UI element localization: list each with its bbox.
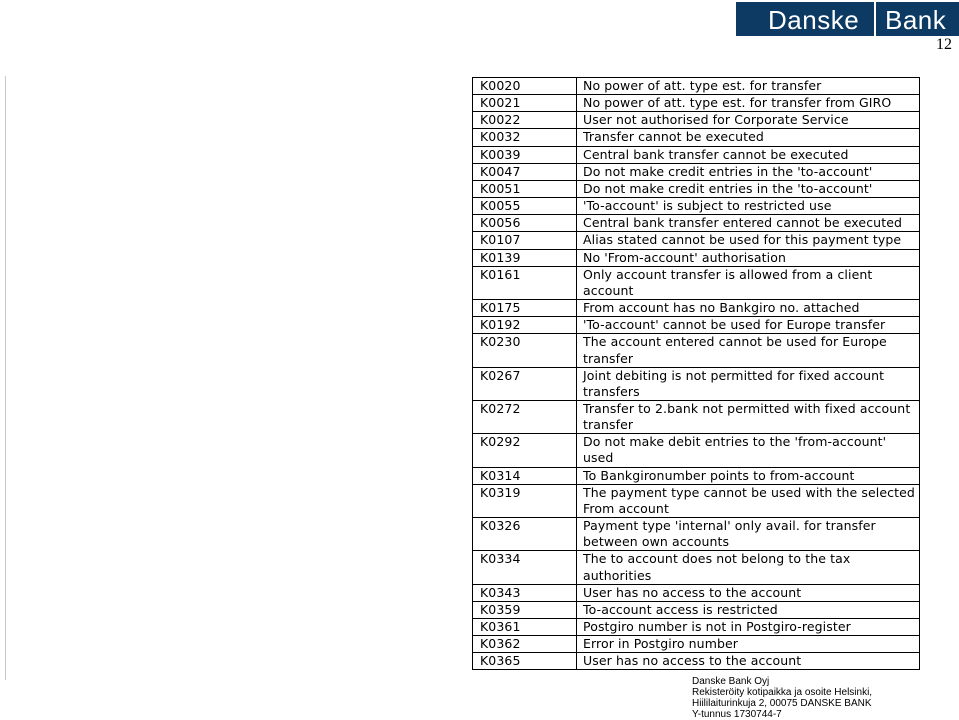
error-code-cell: K0230 bbox=[473, 334, 577, 367]
table-row bbox=[473, 198, 920, 215]
left-margin-rule bbox=[5, 76, 6, 680]
footer-registered-office: Rekisteröity kotipaikka ja osoite Helsinki, bbox=[692, 687, 873, 698]
error-message-cell: Postgiro number is not in Postgiro-register bbox=[577, 619, 920, 636]
error-message-cell: To-account access is restricted bbox=[577, 601, 920, 618]
error-message-cell: No 'From-account' authorisation bbox=[577, 249, 920, 266]
footer-company-name: Danske Bank Oyj bbox=[692, 676, 770, 687]
error-code-cell: K0361 bbox=[473, 619, 577, 636]
table-row bbox=[473, 334, 920, 367]
error-code-cell: K0314 bbox=[473, 467, 577, 484]
error-message-cell: Alias stated cannot be used for this payment type bbox=[577, 232, 920, 249]
error-message-cell: User has no access to the account bbox=[577, 584, 920, 601]
error-code-cell: K0022 bbox=[473, 112, 577, 129]
error-message-cell: Transfer cannot be executed bbox=[577, 129, 920, 146]
error-message-cell: 'To-account' cannot be used for Europe transfer bbox=[577, 317, 920, 334]
company-footer bbox=[692, 676, 872, 720]
table-row bbox=[473, 636, 920, 653]
error-message-cell: The to account does not belong to the tax authorities bbox=[577, 551, 920, 584]
error-code-cell: K0039 bbox=[473, 146, 577, 163]
logo-separator bbox=[874, 2, 876, 36]
error-code-cell: K0047 bbox=[473, 163, 577, 180]
error-code-table-body bbox=[473, 78, 920, 670]
error-code-cell: K0139 bbox=[473, 249, 577, 266]
error-code-cell: K0161 bbox=[473, 266, 577, 299]
error-code-cell: K0319 bbox=[473, 484, 577, 517]
error-code-cell: K0292 bbox=[473, 434, 577, 467]
error-message-cell: Central bank transfer entered cannot be executed bbox=[577, 215, 920, 232]
table-row bbox=[473, 215, 920, 232]
table-row bbox=[473, 112, 920, 129]
error-message-cell: No power of att. type est. for transfer bbox=[577, 78, 920, 95]
error-code-cell: K0021 bbox=[473, 95, 577, 112]
error-code-cell: K0055 bbox=[473, 198, 577, 215]
table-row bbox=[473, 300, 920, 317]
error-message-cell: Transfer to 2.bank not permitted with fixed account transfer bbox=[577, 400, 920, 433]
error-message-cell: From account has no Bankgiro no. attached bbox=[577, 300, 920, 317]
table-row bbox=[473, 78, 920, 95]
error-code-cell: K0192 bbox=[473, 317, 577, 334]
table-row bbox=[473, 163, 920, 180]
danske-bank-logo bbox=[736, 2, 959, 36]
error-code-cell: K0056 bbox=[473, 215, 577, 232]
error-code-cell: K0343 bbox=[473, 584, 577, 601]
error-message-cell: Do not make credit entries in the 'to-account' bbox=[577, 180, 920, 197]
error-message-cell: The account entered cannot be used for Europe transfer bbox=[577, 334, 920, 367]
error-message-cell: 'To-account' is subject to restricted use bbox=[577, 198, 920, 215]
logo-word-danske: Danske bbox=[768, 5, 860, 35]
error-message-cell: To Bankgironumber points to from-account bbox=[577, 467, 920, 484]
table-row bbox=[473, 434, 920, 467]
page-number: 12 bbox=[936, 36, 952, 53]
table-row bbox=[473, 95, 920, 112]
error-message-cell: Error in Postgiro number bbox=[577, 636, 920, 653]
error-code-cell: K0107 bbox=[473, 232, 577, 249]
error-code-cell: K0272 bbox=[473, 400, 577, 433]
table-row bbox=[473, 129, 920, 146]
table-row bbox=[473, 619, 920, 636]
table-row bbox=[473, 584, 920, 601]
error-message-cell: The payment type cannot be used with the selected From account bbox=[577, 484, 920, 517]
error-code-cell: K0020 bbox=[473, 78, 577, 95]
error-message-cell: Central bank transfer cannot be executed bbox=[577, 146, 920, 163]
table-row bbox=[473, 146, 920, 163]
logo-word-bank: Bank bbox=[885, 5, 947, 35]
error-message-cell: Do not make credit entries in the 'to-account' bbox=[577, 163, 920, 180]
footer-address: Hiililaiturinkuja 2, 00075 DANSKE BANK bbox=[692, 698, 872, 709]
error-message-cell: Do not make debit entries to the 'from-account' used bbox=[577, 434, 920, 467]
error-code-cell: K0051 bbox=[473, 180, 577, 197]
error-code-cell: K0359 bbox=[473, 601, 577, 618]
error-message-cell: User has no access to the account bbox=[577, 653, 920, 670]
table-row bbox=[473, 180, 920, 197]
table-row bbox=[473, 249, 920, 266]
error-code-cell: K0032 bbox=[473, 129, 577, 146]
table-row bbox=[473, 467, 920, 484]
table-row bbox=[473, 653, 920, 670]
error-code-cell: K0326 bbox=[473, 518, 577, 551]
error-message-cell: Joint debiting is not permitted for fixed account transfers bbox=[577, 367, 920, 400]
table-row bbox=[473, 551, 920, 584]
table-row bbox=[473, 367, 920, 400]
table-row bbox=[473, 232, 920, 249]
table-row bbox=[473, 518, 920, 551]
footer-business-id: Y-tunnus 1730744-7 bbox=[692, 709, 782, 720]
table-row bbox=[473, 601, 920, 618]
error-code-cell: K0365 bbox=[473, 653, 577, 670]
error-code-cell: K0334 bbox=[473, 551, 577, 584]
error-code-cell: K0267 bbox=[473, 367, 577, 400]
error-message-cell: No power of att. type est. for transfer from GIRO bbox=[577, 95, 920, 112]
table-row bbox=[473, 400, 920, 433]
error-message-cell: Only account transfer is allowed from a client account bbox=[577, 266, 920, 299]
table-row bbox=[473, 317, 920, 334]
error-message-cell: User not authorised for Corporate Service bbox=[577, 112, 920, 129]
error-message-cell: Payment type 'internal' only avail. for transfer between own accounts bbox=[577, 518, 920, 551]
error-code-cell: K0362 bbox=[473, 636, 577, 653]
error-code-table bbox=[472, 77, 920, 670]
table-row bbox=[473, 484, 920, 517]
table-row bbox=[473, 266, 920, 299]
error-code-cell: K0175 bbox=[473, 300, 577, 317]
